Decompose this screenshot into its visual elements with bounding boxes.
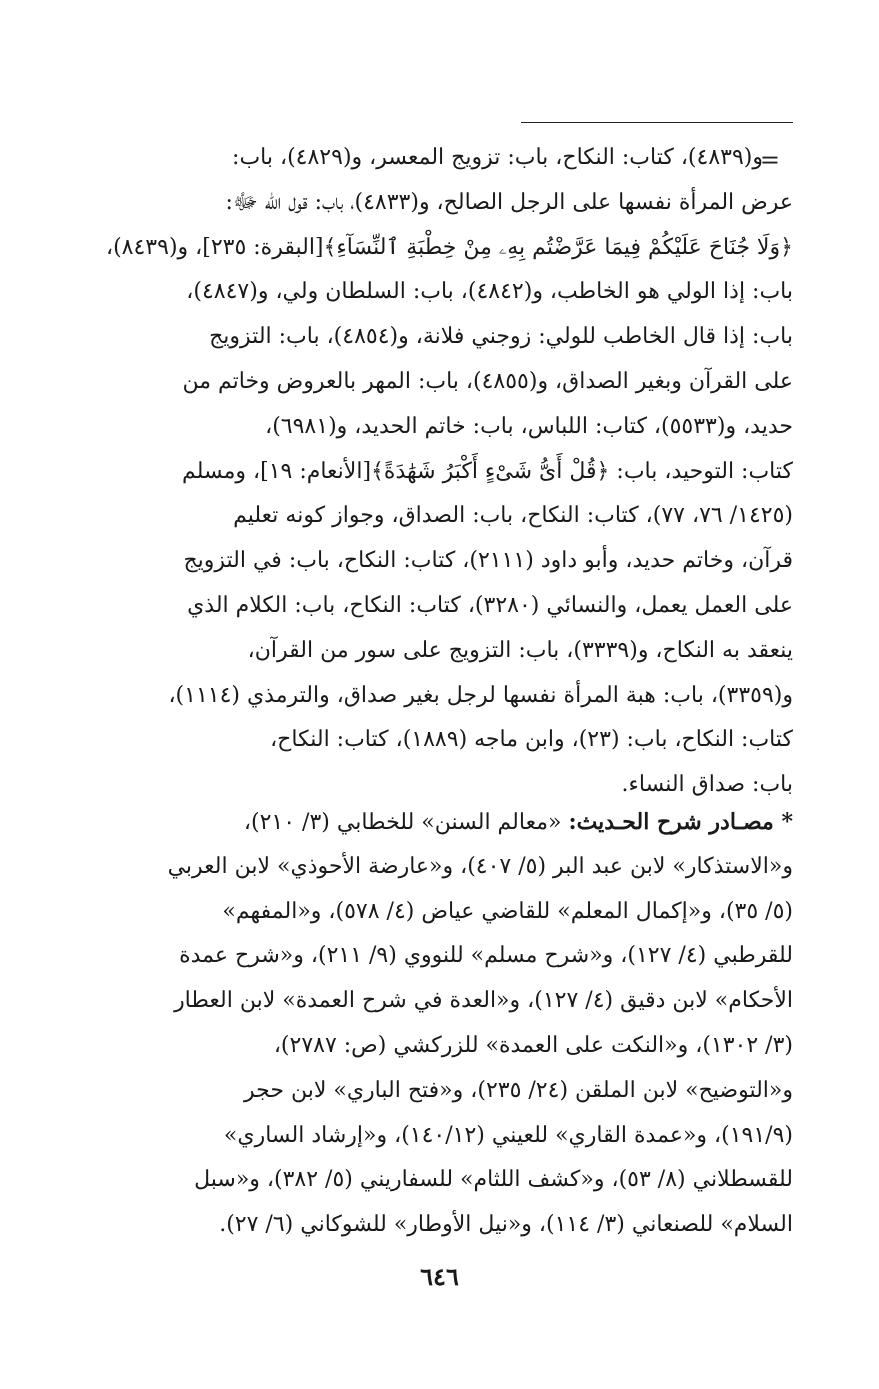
- references-line: على القرآن وبغير الصداق، و(٤٨٥٥)، باب: المهر بالعروض وخاتم من: [182, 368, 793, 394]
- references-line: و(٤٨٣٩)، كتاب: النكاح، باب: تزويج المعسر، و(٤٨٢٩)، باب:: [232, 145, 763, 170]
- references-line: كتاب: النكاح، باب: (٢٣)، وابن ماجه (١٨٨٩)، كتاب: النكاح،: [270, 727, 793, 753]
- sources-first-line: [138, 800, 793, 845]
- sources-line: للقسطلاني (٨/ ٥٣)، و«كشف اللثام» للسفاريني (٥/ ٣٨٢)، و«سبل: [194, 1167, 793, 1193]
- sources-line: للقرطبي (٤/ ١٢٧)، و«شرح مسلم» للنووي (٩/ ٢١١)، و«شرح عمدة: [179, 943, 793, 969]
- references-line: و(٣٣٥٩)، باب: هبة المرأة نفسها لرجل بغير صداق، والترمذي (١١١٤)،: [168, 682, 793, 708]
- sources-line: الأحكام» لابن دقيق (٤/ ١٢٧)، و«العدة في شرح العمدة» لابن العطار: [174, 988, 793, 1014]
- references-line: ينعقد به النكاح، و(٣٣٣٩)، باب: التزويج على سور من القرآن،: [247, 637, 793, 663]
- references-line: قرآن، وخاتم حديد، وأبو داود (٢١١١)، كتاب: النكاح، باب: في التزويج: [183, 548, 793, 574]
- references-line: باب: صداق النساء.: [621, 772, 793, 798]
- references-line: كتاب: التوحيد، باب: ﴿قُلْ أَىُّ شَىْءٍ أَكْبَرُ شَهَٰدَةً﴾[الأنعام: ١٩]، ومسلم: [182, 458, 793, 484]
- references-line: عرض المرأة نفسها على الرجل الصالح، و(٤٨٣٣)، باب: قول الله ﷻ:: [225, 189, 793, 215]
- references-line: (١٤٢٥/ ٧٦، ٧٧)، كتاب: النكاح، باب: الصداق، وجواز كونه تعليم: [233, 503, 793, 529]
- sources-line-start: «معالم السنن» للخطابي (٣/ ٢١٠)،: [243, 810, 569, 835]
- sources-line: (٥/ ٣٥)، و«إكمال المعلم» للقاضي عياض (٤/ ٥٧٨)، و«المفهم»: [222, 898, 793, 924]
- sources-line: و«الاستذكار» لابن عبد البر (٥/ ٤٠٧)، و«عارضة الأحوذي» لابن العربي: [167, 853, 793, 879]
- references-line: حديد، و(٥٥٣٣)، كتاب: اللباس، باب: خاتم الحديد، و(٦٩٨١)،: [265, 413, 793, 439]
- sources-line: (١٩١/٩)، و«عمدة القاري» للعيني (١٤٠/١٢)، و«إرشاد الساري»: [223, 1122, 793, 1148]
- references-line: باب: إذا الولي هو الخاطب، و(٤٨٤٢)، باب: السلطان ولي، و(٤٨٤٧)،: [186, 279, 793, 305]
- references-paragraph: [105, 136, 793, 808]
- page-number: ٦٤٦: [420, 1262, 459, 1291]
- sources-heading: * مصـادر شرح الحـديث:: [568, 809, 793, 835]
- sources-line: (٣/ ١٣٠٢)، و«النكت على العمدة» للزركشي (ص: ٢٧٨٧)،: [273, 1032, 793, 1058]
- footnote-separator: [521, 122, 793, 123]
- sources-paragraph: [138, 800, 793, 1248]
- sources-line: و«التوضيح» لابن الملقن (٢٤/ ٢٣٥)، و«فتح الباري» لابن حجر: [244, 1077, 793, 1103]
- sources-line: السلام» للصنعاني (٣/ ١١٤)، و«نيل الأوطار» للشوكاني (٦/ ٢٧).: [219, 1212, 793, 1238]
- references-line: ﴿وَلَا جُنَاحَ عَلَيْكُمْ فِيمَا عَرَّضْتُم بِهِۦ مِنْ خِطْبَةِ ٱلنِّسَآءِ﴾[البقرة: ٢٣٥]، و(٨٤٣٩)،: [105, 234, 793, 260]
- references-line: على العمل يعمل، والنسائي (٣٢٨٠)، كتاب: النكاح، باب: الكلام الذي: [187, 592, 793, 618]
- references-line: باب: إذا قال الخاطب للولي: زوجني فلانة، و(٤٨٥٤)، باب: التزويج: [209, 324, 793, 350]
- continuation-mark: =: [759, 146, 780, 174]
